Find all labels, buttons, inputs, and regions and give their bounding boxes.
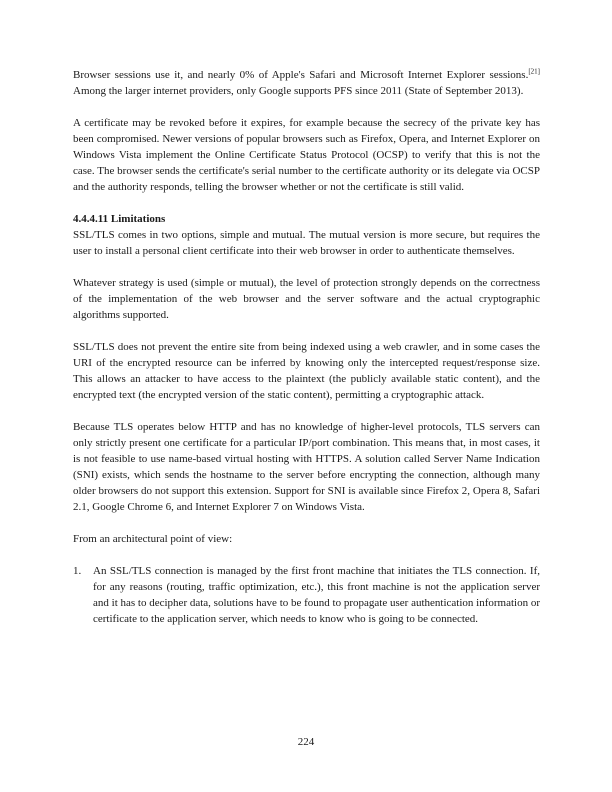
section-heading-limitations: 4.4.4.11 Limitations <box>73 213 166 225</box>
paragraph-sni: Because TLS operates below HTTP and has no knowledge of higher-level protocols, TLS servers can only strictly present one certificate for a particular IP/port combination. This means that, in most cases, it is not feasible to use name-based virtual hosting with HTTPS. A solution called Server Name Indication (SNI) exists, which sends the hostname to the server before encrypting the connection, although many older browsers do not support this extension. Support for SNI is available since Firefox 2, Opera 8, Safari 2.1, Google Chrome 6, and Internet Explorer 7 on Windows Vista. <box>73 421 540 513</box>
list-item-text: An SSL/TLS connection is managed by the first front machine that initiates the TLS connection. If, for any reasons (routing, traffic optimization, etc.), this front machine is not the application server and it has to decipher data, solutions have to be found to propagate user authentication information or certificate to the application server, which needs to know who is going to be connected. <box>93 565 540 625</box>
paragraph-protection-level: Whatever strategy is used (simple or mutual), the level of protection strongly depends on the correctness of the implementation of the web browser and the server software and the actual cryptographic algorithms supported. <box>73 277 540 321</box>
list-item <box>73 563 540 627</box>
paragraph-indexing-attack: SSL/TLS does not prevent the entire site from being indexed using a web crawler, and in some cases the URI of the encrypted resource can be inferred by knowing only the intercepted request/response size. This allows an attacker to have access to the plaintext (the publicly available static content), and the encrypted text (the encrypted version of the static content), permitting a cryptographic attack. <box>73 341 540 401</box>
paragraph-certificate-revocation: A certificate may be revoked before it expires, for example because the secrecy of the private key has been compromised. Newer versions of popular browsers such as Firefox, Opera, and Internet Explorer on Windows Vista implement the Online Certificate Status Protocol (OCSP) to verify that this is not the case. The browser sends the certificate's serial number to the certificate authority or its delegate via OCSP and the authority responds, telling the browser whether or not the certificate is still valid. <box>73 117 540 193</box>
reference-superscript: [21] <box>528 67 540 76</box>
paragraph-pfs-sessions <box>73 67 540 99</box>
paragraph-text: Among the larger internet providers, only Google supports PFS since 2011 (State of September 2013). <box>73 85 524 97</box>
page-number: 224 <box>297 736 315 748</box>
paragraph-text: Browser sessions use it, and nearly 0% of Apple's Safari and Microsoft Internet Explorer sessions. <box>73 69 529 81</box>
architecture-list <box>73 563 540 627</box>
paragraph-architecture-intro: From an architectural point of view: <box>73 533 233 545</box>
paragraph-ssl-options: SSL/TLS comes in two options, simple and mutual. The mutual version is more secure, but requires the user to install a personal client certificate into their web browser in order to authenticate themselves. <box>73 229 540 257</box>
list-item-number: 1. <box>73 565 82 577</box>
page-body <box>73 67 540 627</box>
